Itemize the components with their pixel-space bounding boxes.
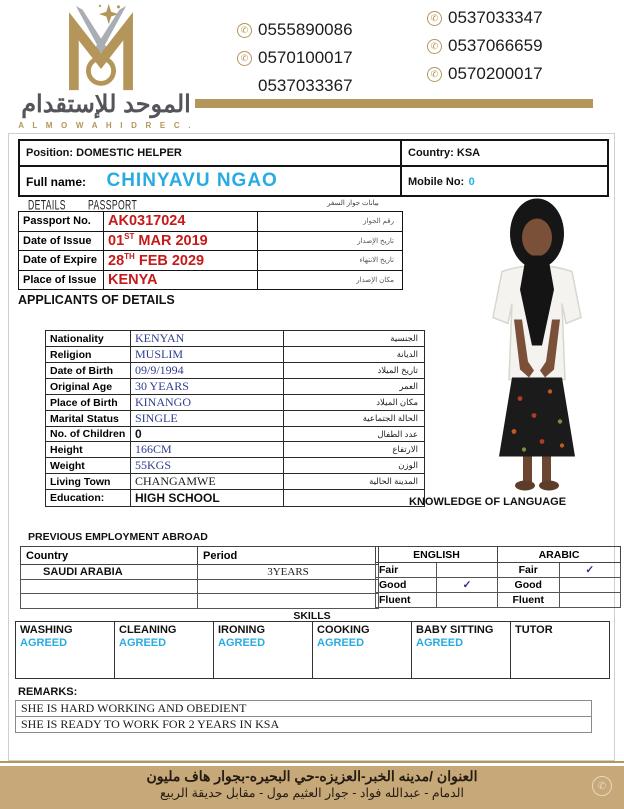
phone-number-text: 0537033347 [448,8,543,27]
phone-icon: ✆ [237,23,252,38]
place-of-issue-value: KENYA [104,270,258,290]
passport-no-value: AK0317024 [104,212,258,232]
place-of-birth-arabic: مكان الميلاد [284,395,425,411]
english-fair-check [437,563,498,578]
arabic-column-header: ARABIC [498,547,621,563]
skill-cell-tutor [511,622,610,679]
nationality-label: Nationality [46,331,131,347]
place-of-issue-label: Place of Issue [19,270,104,290]
skill-cell-cooking [313,622,412,679]
marital-status-arabic: الحالة الجتماعية [284,411,425,427]
phone-number [427,32,543,60]
date-of-birth-value: 09/9/1994 [131,363,284,379]
employment-country [21,579,198,594]
skill-value: AGREED [416,637,464,649]
remarks-table [15,700,592,733]
remark-line: SHE IS READY TO WORK FOR 2 YEARS IN KSA [16,717,592,733]
skill-name: BABY SITTING [416,624,494,636]
date-of-issue-value [104,231,258,251]
mobile-value: 0 [468,176,475,188]
nationality-value: KENYAN [131,331,284,347]
marital-status-label: Marital Status [46,411,131,427]
table-row [16,622,610,679]
footer-phone-icon: ✆ [592,776,612,796]
language-heading: KNOWLEDGE OF LANGUAGE [409,496,567,508]
children-label: No. of Children [46,427,131,442]
skill-value: AGREED [218,637,266,649]
phone-icon: ✆ [427,67,442,82]
marital-status-value: SINGLE [131,411,284,427]
height-value: 166CM [131,442,284,458]
employment-country: SAUDI ARABIA [21,565,198,580]
phone-icon-spacer [237,79,252,94]
period-column-header: Period [198,547,379,565]
table-row [376,578,621,593]
skills-table [15,621,610,679]
header-divider-bar [195,99,593,108]
phone-icon: ✆ [427,39,442,54]
arabic-fluent-check [559,593,621,608]
original-age-arabic: العمر [284,379,425,395]
table-row [16,717,592,733]
table-row [46,474,425,490]
english-fluent-check [437,593,498,608]
skill-name: TUTOR [515,624,553,636]
footer-address-band [0,766,624,809]
phone-number-text: 0537066659 [448,36,543,55]
full-name-value: CHINYAVU NGAO [106,170,278,191]
religion-arabic: الديانة [284,347,425,363]
position-label: Position: [26,147,74,159]
arabic-fair-label: Fair [498,563,560,578]
tab-details: DETAILS [28,197,66,214]
country-cell [401,140,608,166]
date-of-issue-label: Date of Issue [19,231,104,251]
english-good-label: Good [376,578,437,593]
original-age-value: 30 YEARS [131,379,284,395]
date-of-birth-label: Date of Birth [46,363,131,379]
skill-name: CLEANING [119,624,177,636]
agency-logo-icon [50,3,152,95]
phone-number [237,44,353,72]
arabic-good-label: Good [498,578,560,593]
place-of-birth-value: KINANGO [131,395,284,411]
employment-country [21,594,198,609]
phone-number-text: 0570100017 [258,48,353,67]
full-name-cell [19,166,401,196]
skill-cell-washing [16,622,115,679]
phone-number [427,60,543,88]
details-table [45,330,425,507]
table-row [19,251,403,271]
date-of-expire-label: Date of Expire [19,251,104,271]
children-arabic: عدد الطفال [284,427,425,442]
agency-name-latin: A L M O W A H I D R E C . [18,121,194,130]
full-name-label: Full name: [26,175,87,189]
skill-name: WASHING [20,624,73,636]
english-fair-label: Fair [376,563,437,578]
height-arabic: الارتفاع [284,442,425,458]
date-rest: MAR 2019 [134,233,208,250]
footer-address-line2: الدمام - عبدالله فواد - جوار العثيم مول - مقابل حديقة الربيع [160,786,464,800]
religion-label: Religion [46,347,131,363]
education-value: HIGH SCHOOL [131,490,284,507]
living-town-value: CHANGAMWE [131,474,284,490]
weight-arabic: الوزن [284,458,425,474]
date-ordinal: ST [124,232,135,242]
english-good-check: ✓ [437,578,498,593]
phone-number-text: 0555890086 [258,20,353,39]
passport-no-arabic: رقم الجواز [258,212,403,232]
date-ordinal: TH [124,251,135,261]
english-fluent-label: Fluent [376,593,437,608]
table-row [16,701,592,717]
employment-period [198,594,379,609]
table-row [46,347,425,363]
footer-divider [0,761,624,763]
skill-value: AGREED [119,637,167,649]
skills-heading: SKILLS [293,610,331,622]
applicant-photo [462,192,612,495]
table-row [376,563,621,578]
position-value: DOMESTIC HELPER [76,147,182,159]
table-row [46,427,425,442]
table-row [46,442,425,458]
table-row [46,363,425,379]
table-row [21,594,379,609]
english-column-header: ENGLISH [376,547,498,563]
mobile-label: Mobile No: [408,176,465,188]
nationality-arabic: الجنسية [284,331,425,347]
education-label: Education: [46,490,131,507]
phone-list-right [427,4,543,88]
date-rest: FEB 2029 [134,252,205,269]
date-of-birth-arabic: تاريخ الميلاد [284,363,425,379]
tab-passport: PASSPORT [88,197,138,214]
passport-table [18,211,403,290]
employment-period [198,579,379,594]
table-row [376,547,621,563]
height-label: Height [46,442,131,458]
phone-number-text: 0537033367 [258,76,353,95]
applicant-info-table [18,139,609,197]
table-row [21,547,379,565]
skill-name: IRONING [218,624,266,636]
phone-number [427,4,543,32]
table-row [46,411,425,427]
skill-name: COOKING [317,624,370,636]
weight-value: 55KGS [131,458,284,474]
country-label: Country: [408,147,454,159]
date-day: 01 [108,233,125,250]
date-of-expire-arabic: تاريخ الانتهاء [258,251,403,271]
remarks-heading: REMARKS: [18,686,78,698]
weight-label: Weight [46,458,131,474]
passport-arabic-heading: بيانات جواز السفر [327,200,379,207]
table-row [46,490,425,507]
arabic-fair-check: ✓ [559,563,621,578]
position-cell [19,140,401,166]
phone-list-left [237,16,353,100]
employment-period: 3YEARS [198,565,379,580]
country-value: KSA [456,147,481,159]
phone-number [237,72,353,100]
table-row [46,395,425,411]
agency-name-arabic: الموحد للإستقدام [21,91,191,118]
phone-icon: ✆ [427,11,442,26]
table-row [46,379,425,395]
table-row [19,212,403,232]
table-row [21,579,379,594]
living-town-arabic: المدينة الحالية [284,474,425,490]
table-row [21,565,379,580]
phone-number-text: 0570200017 [448,64,543,83]
date-of-issue-arabic: تاريخ الإصدار [258,231,403,251]
arabic-fluent-label: Fluent [498,593,560,608]
table-row [46,331,425,347]
place-of-birth-label: Place of Birth [46,395,131,411]
employment-table [20,546,379,609]
living-town-label: Living Town [46,474,131,490]
details-heading: APPLICANTS OF DETAILS [18,293,175,307]
table-row [46,458,425,474]
skill-cell-cleaning [115,622,214,679]
skill-value: AGREED [317,637,365,649]
skill-cell-ironing [214,622,313,679]
original-age-label: Original Age [46,379,131,395]
skill-cell-baby-sitting [412,622,511,679]
date-day: 28 [108,252,125,269]
remark-line: SHE IS HARD WORKING AND OBEDIENT [16,701,592,717]
phone-number [237,16,353,44]
date-of-expire-value [104,251,258,271]
children-value: 0 [131,427,284,442]
religion-value: MUSLIM [131,347,284,363]
skill-value: AGREED [20,637,68,649]
place-of-issue-arabic: مكان الإصدار [258,270,403,290]
table-row [19,270,403,290]
passport-no-label: Passport No. [19,212,104,232]
footer-address-line1: العنوان /مدينه الخبر-العزيزه-حي البحيره-بجوار هاف مليون [146,768,478,784]
table-row [376,593,621,608]
phone-icon: ✆ [237,51,252,66]
education-arabic [284,490,425,507]
arabic-good-check [559,578,621,593]
country-column-header: Country [21,547,198,565]
language-table [375,546,621,608]
table-row [19,231,403,251]
employment-heading: PREVIOUS EMPLOYMENT ABROAD [28,531,208,543]
